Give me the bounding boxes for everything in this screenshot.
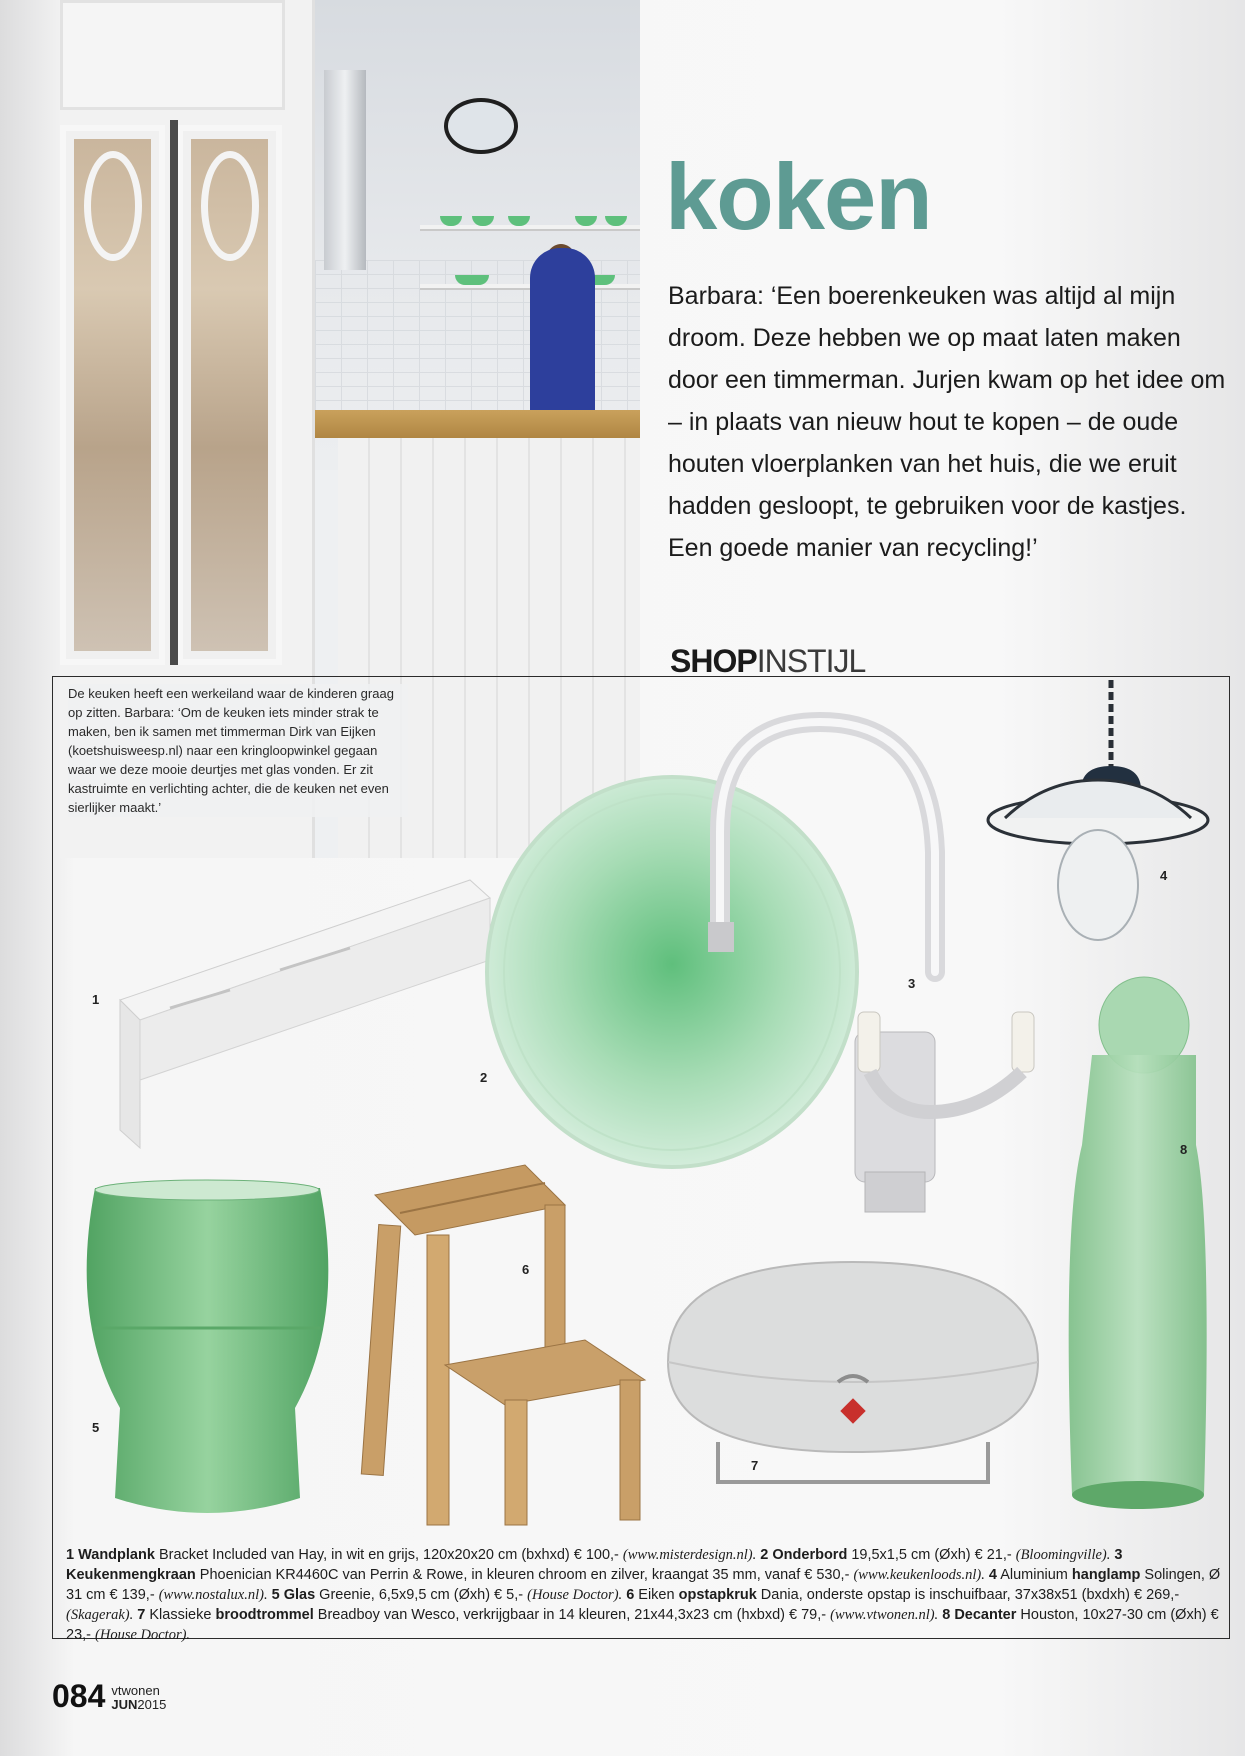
- wall-shelf-product: [110, 880, 490, 1150]
- credit-number: 1: [66, 1547, 75, 1563]
- upper-cabinet-doors: [60, 0, 285, 110]
- credit-source: (Skagerak).: [66, 1607, 134, 1623]
- credit-text: Aluminium: [996, 1567, 1072, 1583]
- credit-name: hanglamp: [1071, 1567, 1141, 1583]
- credit-number: 8: [942, 1607, 951, 1623]
- credit-name: Keukenmengkraan: [66, 1567, 196, 1583]
- product-number: 7: [751, 1458, 759, 1473]
- person-figure: [530, 248, 595, 418]
- credit-text: Dania, onderste opstap is inschuifbaar, 37x38x51 (bxdxh) € 269,-: [756, 1587, 1180, 1603]
- credit-number: 4: [988, 1567, 997, 1583]
- credit-text: Greenie, 6,5x9,5 cm (Øxh) € 5,-: [315, 1587, 528, 1603]
- credit-number: 5: [271, 1587, 280, 1603]
- hanging-lamp-product: [985, 680, 1210, 950]
- product-number: 4: [1160, 868, 1168, 883]
- credit-source: (www.keukenloods.nl).: [853, 1567, 985, 1583]
- shop-title-thin: INSTIJL: [756, 643, 866, 679]
- product-number: 1: [92, 992, 100, 1007]
- credit-text: Solingen, Ø 31 cm € 139,-: [66, 1567, 1221, 1603]
- credit-text: 19,5x1,5 cm (Øxh) € 21,-: [847, 1547, 1016, 1563]
- credit-name: Wandplank: [78, 1547, 155, 1563]
- credit-name: Glas: [283, 1587, 316, 1603]
- credit-text: Bracket Included van Hay, in wit en grijs, 120x20x20 cm (bxhxd) € 100,-: [154, 1547, 623, 1563]
- credit-source: (House Doctor).: [95, 1627, 191, 1643]
- credit-text: Eiken: [634, 1587, 679, 1603]
- credit-source: (www.misterdesign.nl).: [622, 1547, 757, 1563]
- credit-number: 6: [626, 1587, 635, 1603]
- credit-name: opstapkruk: [678, 1587, 757, 1603]
- bread-box-product: [658, 1252, 1048, 1492]
- green-glass-product: [75, 1178, 340, 1528]
- section-headline: koken: [665, 144, 932, 249]
- issue-month: JUN: [111, 1697, 138, 1712]
- credit-source: (www.nostalux.nl).: [158, 1587, 268, 1603]
- glass-door-right: [177, 125, 282, 665]
- pendant-lamp-photo: [444, 98, 518, 154]
- credit-name: broodtrommel: [215, 1607, 314, 1623]
- magazine-name: vtwonen: [111, 1683, 160, 1698]
- product-number: 8: [1180, 1142, 1188, 1157]
- page-folio: [52, 1680, 166, 1712]
- credit-source: (Bloomingville).: [1015, 1547, 1111, 1563]
- wooden-countertop: [315, 410, 640, 438]
- credit-text: Breadboy van Wesco, verkrijgbaar in 14 kleuren, 21x44,3x23 cm (hxbxd) € 79,-: [313, 1607, 831, 1623]
- product-number: 6: [522, 1262, 530, 1277]
- credit-number: 7: [137, 1607, 146, 1623]
- credit-number: 2: [760, 1547, 769, 1563]
- credit-source: (House Doctor).: [527, 1587, 623, 1603]
- page-number: 084: [52, 1678, 106, 1714]
- credit-text: Phoenician KR4460C van Perrin & Rowe, in kleuren chroom en zilver, kraangat 35 mm, vanaf € 530,-: [195, 1567, 854, 1583]
- intro-quote: Barbara: ‘Een boerenkeuken was altijd al mijn droom. Deze hebben we op maat laten maken door een timmerman. Jurjen kwam op het idee om – in plaats van nieuw hout te kopen – de oude houten vloerplanken van het huis, die we eruit hadden gesloopt, te gebruiken voor de kastjes. Een goede manier van recycling!’: [668, 282, 1226, 562]
- credit-text: Klassieke: [145, 1607, 216, 1623]
- issue-year: 2015: [137, 1697, 167, 1712]
- shop-title-bold: SHOP: [670, 643, 757, 679]
- credit-text: Houston, 10x27-30 cm (Øxh) € 23,-: [66, 1607, 1219, 1643]
- shop-title: [670, 643, 865, 680]
- door-latch-bar: [170, 120, 178, 665]
- glass-door-left: [60, 125, 165, 665]
- credit-source: (www.vtwonen.nl).: [830, 1607, 939, 1623]
- credit-name: Decanter: [954, 1607, 1017, 1623]
- product-number: 3: [908, 976, 916, 991]
- product-credits: [66, 1545, 1226, 1645]
- magazine-issue: [111, 1684, 166, 1712]
- product-number: 2: [480, 1070, 488, 1085]
- credit-name: Onderbord: [772, 1547, 848, 1563]
- range-hood: [324, 70, 366, 270]
- step-stool-product: [355, 1165, 650, 1535]
- photo-caption: De keuken heeft een werkeiland waar de kinderen graag op zitten. Barbara: ‘Om de keuken iets minder strak te maken, ben ik samen met timmerman Dirk van Eijken (koetshuisweesp.nl) naar een kringloopwinkel gegaan waar we deze mooie deurtjes met glas vonden. Er zit kastruimte en verlichting achter, die de keuken net even sierlijker maakt.’: [68, 684, 408, 817]
- product-number: 5: [92, 1420, 100, 1435]
- credit-number: 3: [1114, 1547, 1123, 1563]
- decanter-product: [1062, 975, 1212, 1530]
- green-bowl: [455, 275, 489, 285]
